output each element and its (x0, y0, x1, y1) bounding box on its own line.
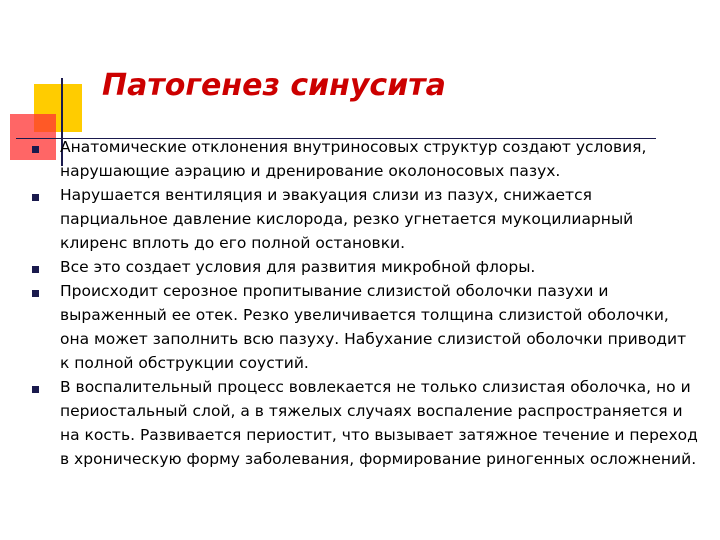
square-bullet-icon (32, 290, 39, 297)
bullet-item (32, 279, 698, 375)
bullet-list (32, 135, 698, 471)
bullet-text: Анатомические отклонения внутриносовых структур создают условия, нарушающие аэрацию и дренирование околоносовых пазух. (60, 138, 647, 180)
square-bullet-icon (32, 146, 39, 153)
bullet-text: Происходит серозное пропитывание слизистой оболочки пазухи и выраженный ее отек. Резко увеличивается толщина слизистой оболочки, она может заполнить всю пазуху. Набухание слизистой оболочки приводит к полной обструкции соустий. (60, 282, 687, 372)
bullet-text: Нарушается вентиляция и эвакуация слизи из пазух, снижается парциальное давление кислорода, резко угнетается мукоцилиарный клиренс вплоть до его полной остановки. (60, 186, 634, 252)
bullet-item (32, 183, 698, 255)
bullet-item (32, 255, 698, 279)
slide-title: Патогенез синусита (102, 68, 446, 103)
square-bullet-icon (32, 266, 39, 273)
bullet-item (32, 135, 698, 183)
bullet-text: Все это создает условия для развития микробной флоры. (60, 258, 536, 276)
bullet-text: В воспалительный процесс вовлекается не только слизистая оболочка, но и периостальный слой, а в тяжелых случаях воспаление распространяется и на кость. Развивается периостит, что вызывает затяжное течение и переход в хроническую форму заболевания, формирование риногенных осложнений. (60, 378, 698, 468)
square-bullet-icon (32, 386, 39, 393)
square-bullet-icon (32, 194, 39, 201)
bullet-item (32, 375, 698, 471)
